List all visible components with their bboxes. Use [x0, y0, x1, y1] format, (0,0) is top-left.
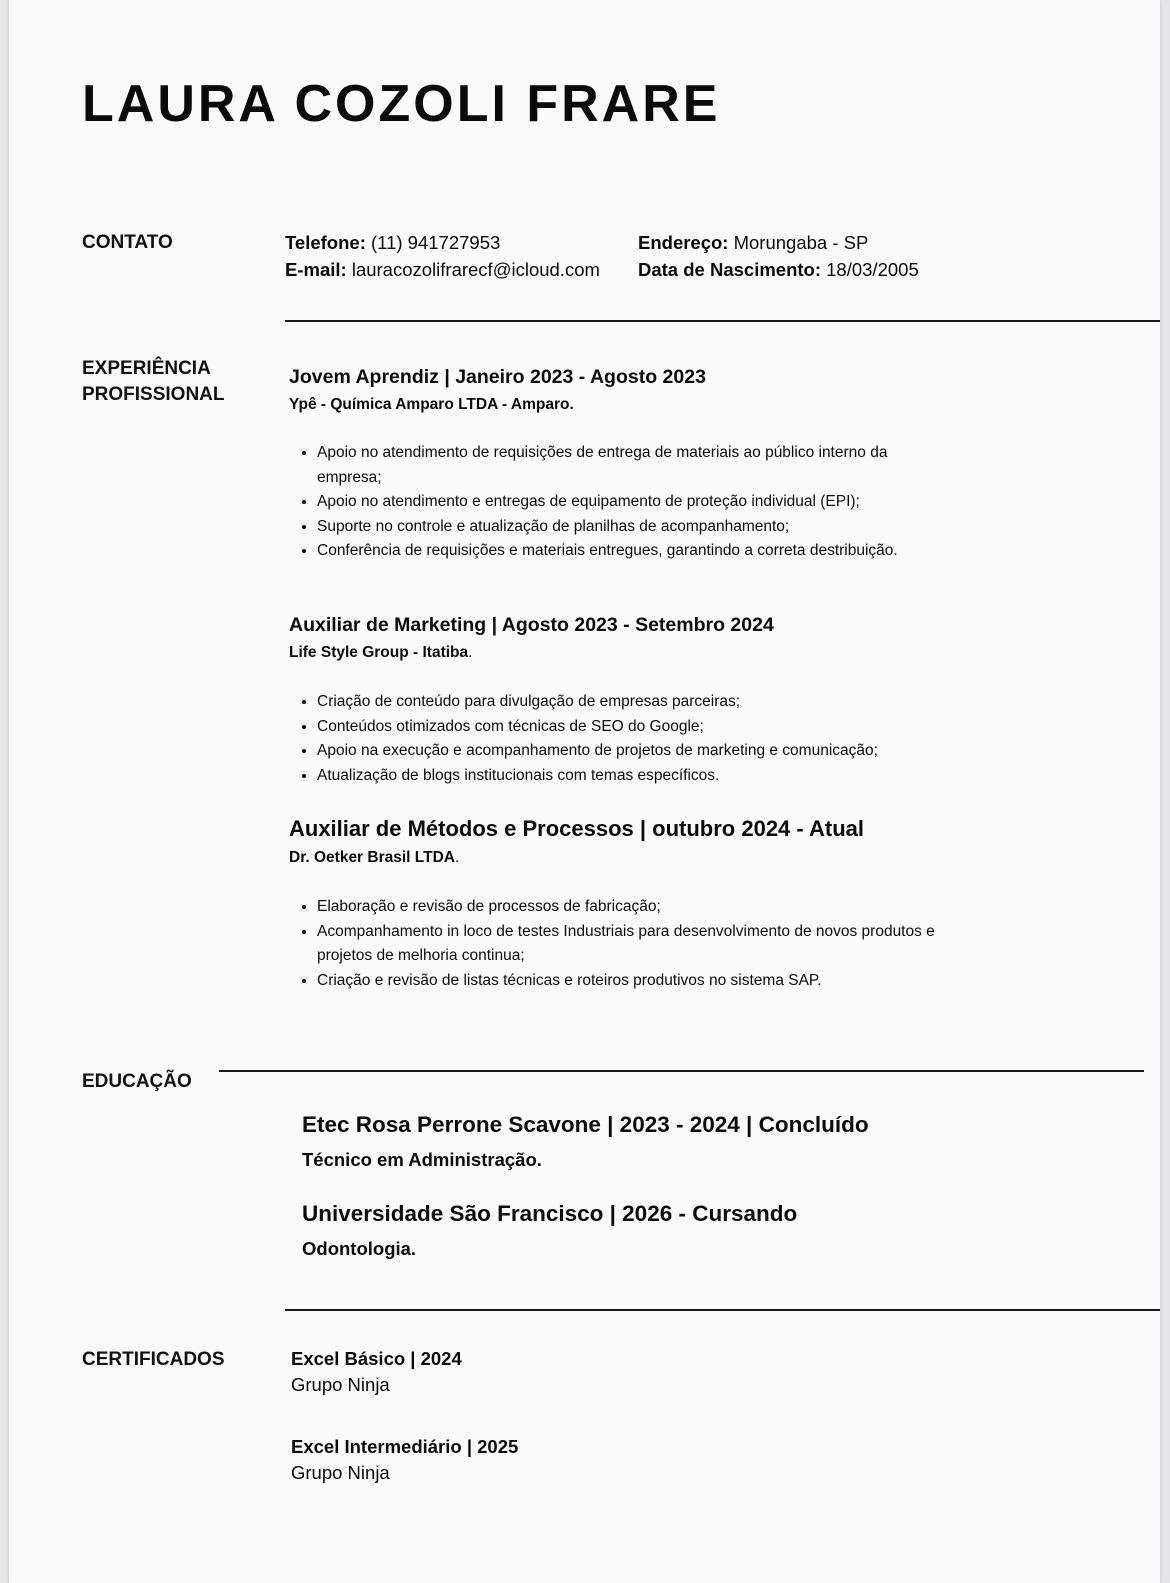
job-company-name: Ypê - Química Amparo LTDA - Amparo.	[289, 396, 574, 413]
job-title: Jovem Aprendiz | Janeiro 2023 - Agosto 2023	[289, 366, 706, 388]
job-company-name: Dr. Oetker Brasil LTDA	[289, 849, 455, 866]
resume-page	[9, 0, 1160, 1583]
job-bullet: • Criação e revisão de listas técnicas e roteiros produtivos no sistema SAP.	[317, 969, 937, 994]
job-bullets	[289, 690, 937, 788]
divider-contact	[285, 320, 1160, 322]
job-bullet: • Apoio no atendimento de requisições de entrega de materiais ao público interno da empresa;	[317, 441, 937, 490]
contact-birthdate	[638, 256, 919, 283]
job-company	[289, 644, 472, 662]
certificate-org: Grupo Ninja	[291, 1374, 390, 1395]
address-label: Endereço:	[638, 232, 729, 253]
job-company	[289, 396, 574, 414]
phone-value: (11) 941727953	[371, 232, 501, 253]
job-bullet: • Acompanhamento in loco de testes Industriais para desenvolvimento de novos produtos e projetos de melhoria continua;	[317, 920, 937, 969]
contact-section-title: CONTATO	[82, 232, 173, 253]
education-section-title: EDUCAÇÃO	[82, 1071, 192, 1092]
education-title: Universidade São Francisco | 2026 - Cursando	[302, 1201, 798, 1226]
certificate-title: Excel Básico | 2024	[291, 1348, 462, 1369]
job-bullet: • Atualização de blogs institucionais com temas específicos.	[317, 764, 937, 789]
job-company-name: Life Style Group - Itatiba	[289, 644, 469, 661]
divider-education	[219, 1070, 1144, 1072]
experience-title-line1: EXPERIÊNCIA	[82, 358, 211, 379]
education-course: Odontologia.	[302, 1238, 417, 1259]
job-company-suffix: .	[468, 644, 473, 661]
experience-section-title	[82, 356, 225, 408]
job-bullet: • Conferência de requisições e materiais entregues, garantindo a correta destribuição.	[317, 539, 937, 564]
education-course: Técnico em Administração.	[302, 1149, 542, 1170]
job-bullet: • Elaboração e revisão de processos de fabricação;	[317, 895, 937, 920]
address-value: Morungaba - SP	[733, 232, 869, 253]
job-title: Auxiliar de Métodos e Processos | outubro 2024 - Atual	[289, 816, 865, 841]
job-bullet: • Criação de conteúdo para divulgação de empresas parceiras;	[317, 690, 937, 715]
job-bullet: • Suporte no controle e atualização de planilhas de acompanhamento;	[317, 515, 937, 540]
job-bullets	[289, 895, 937, 993]
contact-email	[285, 256, 600, 283]
contact-address	[638, 229, 868, 256]
divider-education-bottom	[285, 1309, 1160, 1311]
email-label: E-mail:	[285, 259, 347, 280]
job-company-suffix: .	[454, 849, 460, 866]
birthdate-value: 18/03/2005	[826, 259, 919, 280]
job-title: Auxiliar de Marketing | Agosto 2023 - Setembro 2024	[289, 614, 774, 636]
job-bullet: • Conteúdos otimizados com técnicas de SEO do Google;	[317, 715, 937, 740]
experience-title-line2: PROFISSIONAL	[82, 384, 225, 405]
candidate-name: LAURA COZOLI FRARE	[82, 75, 721, 133]
job-bullet: • Apoio no atendimento e entregas de equipamento de proteção individual (EPI);	[317, 490, 937, 515]
phone-label: Telefone:	[285, 232, 366, 253]
certificates-section-title: CERTIFICADOS	[82, 1349, 225, 1370]
certificate-title: Excel Intermediário | 2025	[291, 1436, 519, 1457]
job-bullet: • Apoio na execução e acompanhamento de projetos de marketing e comunicação;	[317, 739, 937, 764]
education-title: Etec Rosa Perrone Scavone | 2023 - 2024 | Concluído	[302, 1112, 869, 1137]
contact-phone	[285, 229, 500, 256]
birthdate-label: Data de Nascimento:	[638, 259, 821, 280]
job-bullets	[289, 441, 937, 564]
email-value: lauracozolifrarecf@icloud.com	[351, 259, 600, 280]
job-company	[289, 849, 459, 867]
certificate-org: Grupo Ninja	[291, 1462, 390, 1483]
